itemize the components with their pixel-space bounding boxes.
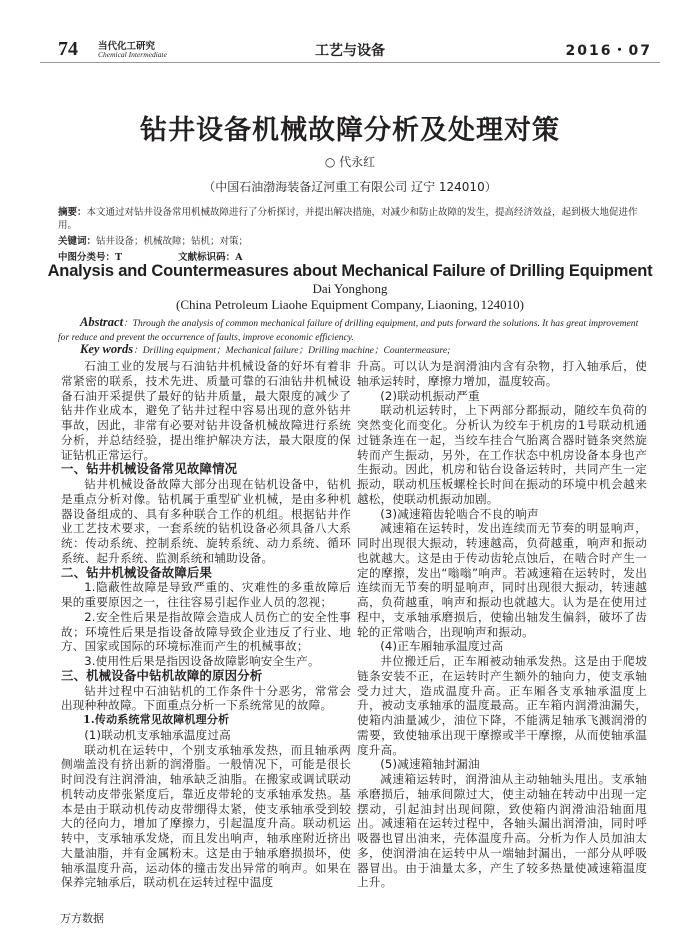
affiliation: （中国石油渤海装备辽河重工有限公司 辽宁 124010） [203,180,497,194]
journal-name-cn: 当代化工研究 [98,41,156,52]
en-abstract [58,315,650,345]
section-heading: (1)联动机支承轴承温度过高 [84,727,231,742]
paragraph: 钻井机械设备故障大部分出现在钻机设备中，钻机是重点分析对像。钻机属于重型矿业机械，是由多种机器设备组成的、具有多种联合工作的机组。根据钻井作业工艺技术要求，一套系统的钻机设备必须具备八大系统：传动系统、控制系统、旋转系统、动力系统、循环系统、起升系统、监测系统和辅助设备。 [61,477,351,565]
en-keywords-label: Key words [80,342,134,356]
section-heading: 一、钻井机械设备常见故障情况 [61,461,238,477]
issue: 2016・07 [565,43,652,59]
paragraph: 2.安全性后果是指故障会造成人员伤亡的安全性事故；环境性后果是指设备故障导致企业违反了行业、地方、国家或国际的环境标准而产生的机械事故； [61,609,351,654]
section-heading: 1.传动系统常见故障机理分析 [83,713,230,726]
en-abstract-text: ：Through the analysis of common mechanical failure of drilling equipment, and puts forward the solutions. It has great improvement for reduce and prevent the occurrence of faults, improve economic efficiency. [58,318,639,343]
paragraph: 联动机运转时，上下两部分都振动，随绞车负荷的突然变化而变化。分析认为绞车于机房的1号联动机通过链条连在一起，当绞车挂合气胎离合器时链条突然旋转而产生振动，另外，在工作状态中机房设备本身也产生振动。因此，机房和钻台设备运转时，共同产生一定振动，联动机压板螺栓长时间在振动的环境中机会越来越松，使联动机振动加剧。 [357,403,647,506]
paragraph: 升高。可以认为是润滑油内含有杂物，打入轴承后，使轴承运转时，摩擦力增加，温度较高。 [357,359,647,388]
section-name: 工艺与设备 [315,43,385,59]
paragraph: 钻井过程中石油钻机的工作条件十分恶劣，常常会出现种种故障。下面重点分析一下系统常见的故障。 [61,683,351,713]
paragraph: 减速箱运转时，润滑油从主动轴轴头甩出。支承轴承磨损后，轴承间隙过大，使主动轴在转动中出现一定摆动，引起油封出现间隙，致使箱内润滑油沿轴面甩出。减速箱在运转过程中，各轴头漏出润滑油，同时呼吸器也冒出油来，壳体温度升高。分析为作人员加油太多，使润滑油在运转中从一端轴封漏出，一部分从呼吸器冒出。由于油量太多，产生了较多热量使减速箱温度上升。 [357,772,647,890]
keywords-label: 关键词： [58,236,97,247]
running-header [40,36,660,63]
section-heading: (5)减速箱轴封漏油 [380,757,480,772]
en-abstract-label: Abstract [80,315,124,329]
paragraph: 1.隐蔽性故障是导致严重的、灾难性的多重故障后果的重要原因之一，往往容易引起作业人员的忽视； [61,580,351,609]
journal-name-en: Chemical Intermediate [98,50,167,59]
en-title: Analysis and Countermeasures about Mechanical Failure of Drilling Equipment [47,262,653,280]
paragraph: 3.使用性后果是指因设备故障影响安全生产。 [84,654,320,668]
abstract-label: 摘要： [58,207,87,218]
clc-value: T [115,252,123,263]
doc-code-label: 文献标识码： [178,252,236,263]
section-heading: (3)减速箱齿轮啮合不良的响声 [380,506,539,521]
section-heading: 二、钻井机械设备故障后果 [61,564,213,580]
section-heading: (4)正车厢轴承温度过高 [380,639,504,654]
author: ○ 代永红 [324,155,376,169]
paragraph: 联动机在运转中，个别支承轴承发热，而且轴承两侧端盖没有挤出新的润滑脂。一般情况下，可能是很长时间没有注润滑油，轴承缺乏油脂。在搬家或调试联动机转动皮带张紧度后，靠近皮带轮的支承轴承发热。基本是由于联动机传动皮带绷得太紧，使支承轴承受到较大的径向力，增加了摩擦力，引起温度升高。联动机运转中，支承轴承发烧，而且发出响声，轴承座附近挤出大量油脂，并有金属粉末。这是由于轴承磨损损坏，使轴承温度升高，运动体的撞击发出异常的响声。如果在保养完轴承后，联动机在运转过程中温度 [61,742,351,890]
en-keywords [80,342,450,357]
paragraph: 石油工业的发展与石油钻井机械设备的好坏有着非常紧密的联系，技术先进、质量可靠的石油钻井机械设备石油开采提供了最好的钻井质量，最大限度的减少了钻井作业成本，避免了钻井过程中容易出现的意外钻井事故，因此，非常有必要对钻井设备机械故障进行系统分析，并总结经验，提出维护解决方法，最大限度的保证钻机正常运行。 [61,359,351,462]
footer-watermark: 万方数据 [60,912,104,925]
en-author: Dai Yonghong [312,281,388,296]
keywords-text: 钻井设备；机械故障；钻机；对策； [96,236,249,247]
right-column [357,359,647,890]
page-number: 74 [58,38,78,60]
paper-title: 钻井设备机械故障分析及处理对策 [140,115,560,146]
en-affiliation: (China Petroleum Liaohe Equipment Company, Liaoning, 124010) [176,297,524,312]
en-keywords-text: ：Drilling equipment；Mechanical failure；Drilling machine；Countermeasure; [133,345,451,356]
section-heading: 三、机械设备中钻机故障的原因分析 [61,667,263,683]
abstract-text: 本文通过对钻井设备常用机械故障进行了分析探讨，并提出解决措施，对减少和防止故障的发生，提高经济效益，起到极大地促进作用。 [58,207,638,231]
left-column [61,359,351,890]
section-heading: (2)联动机振动严重 [380,388,480,403]
paragraph: 减速箱在运转时，发出连续而无节奏的明显响声，同时出现很大振动，转速越高，负荷越重，响声和振动也就越大。这是由于传动齿轮点蚀后，在啮合时产生一定的摩擦，发出“嗡嗡”响声。若减速箱在运转时，发出连续而无节奏的明显响声，同时出现很大振动，转速越高，负荷越重，响声和振动也就越大。认为是在使用过程中，支承轴承磨损后，使输出轴发生偏斜，破坏了齿轮的正常啮合，出现响声和振动。 [357,521,647,639]
cn-abstract-block [58,206,650,264]
paragraph: 井位搬迁后，正车厢被动轴承发热。这是由于爬坡链条安装不正，在运转时产生额外的轴向力，使支承轴受力过大，造成温度升高。正车厢各支承轴承温度上升，被动支承轴承的温度最高。正车箱内润滑油漏失，使箱内油量减少，油位下降，不能满足轴承飞溅润滑的需要，致使轴承出现干摩擦或半干摩擦，从而使轴承温度升高。 [357,654,647,757]
clc-label: 中图分类号： [58,252,116,263]
doc-code-value: A [235,252,243,263]
